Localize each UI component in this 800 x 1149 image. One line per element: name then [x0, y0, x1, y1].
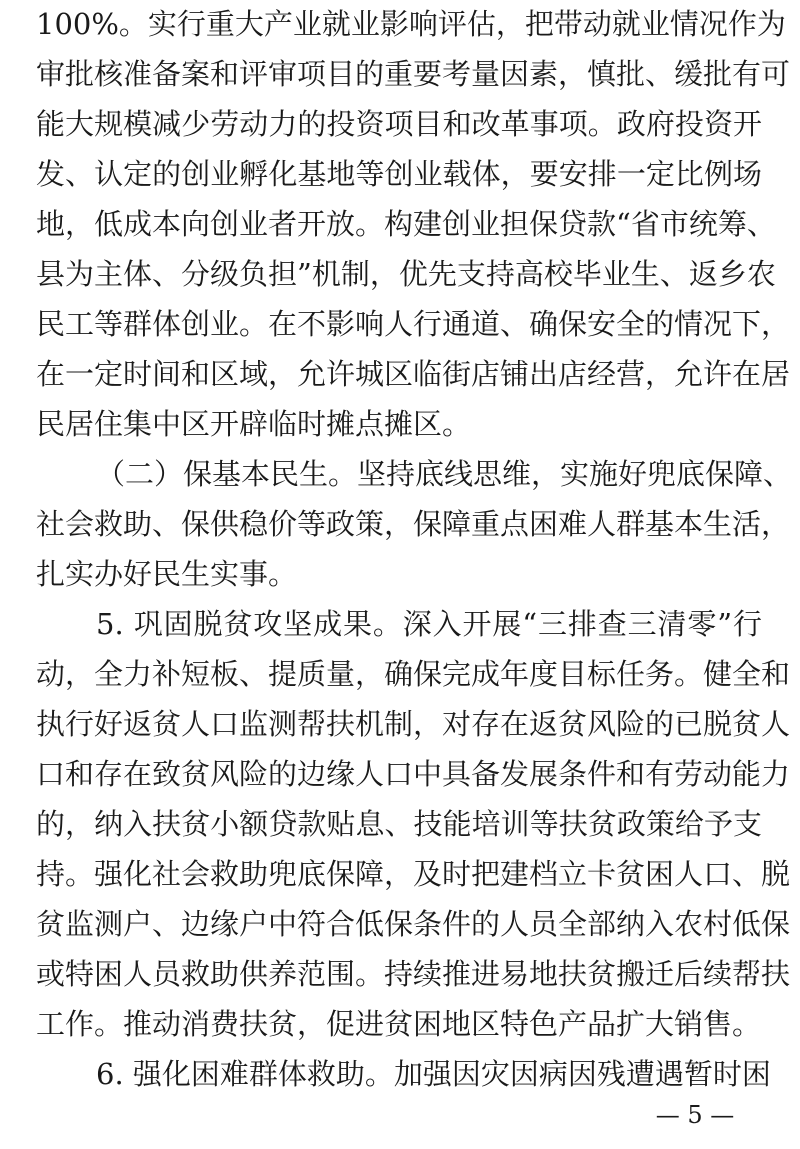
paragraph-line: 或特困人员救助供养范围。持续推进易地扶贫搬迁后续帮扶: [36, 957, 791, 991]
page-number: — 5 —: [655, 1101, 735, 1129]
paragraph-line: 100%。实行重大产业就业影响评估，把带动就业情况作为: [36, 7, 786, 41]
paragraph-line: 贫监测户、边缘户中符合低保条件的人员全部纳入农村低保: [36, 907, 791, 941]
paragraph-line: 审批核准备案和评审项目的重要考量因素，慎批、缓批有可: [36, 57, 791, 91]
paragraph-line: 动，全力补短板、提质量，确保完成年度目标任务。健全和: [36, 657, 791, 691]
item-heading-line: 5. 巩固脱贫攻坚成果。深入开展“三排查三清零”行: [96, 607, 762, 641]
paragraph-line: 县为主体、分级负担”机制，优先支持高校毕业生、返乡农: [36, 257, 776, 291]
paragraph-line: 社会救助、保供稳价等政策，保障重点困难人群基本生活，: [36, 507, 791, 541]
paragraph-line: 口和存在致贫风险的边缘人口中具备发展条件和有劳动能力: [36, 757, 791, 791]
paragraph-line: 地，低成本向创业者开放。构建创业担保贷款“省市统筹、: [36, 207, 776, 241]
paragraph-line: 执行好返贫人口监测帮扶机制，对存在返贫风险的已脱贫人: [36, 707, 791, 741]
paragraph-line: 在一定时间和区域，允许城区临街店铺出店经营，允许在居: [36, 357, 791, 391]
paragraph-line: 扎实办好民生实事。: [36, 557, 298, 591]
paragraph-line: 持。强化社会救助兜底保障，及时把建档立卡贫困人口、脱: [36, 857, 791, 891]
section-heading-line: （二）保基本民生。坚持底线思维，实施好兜底保障、: [96, 457, 793, 491]
paragraph-line: 能大规模减少劳动力的投资项目和改革事项。政府投资开: [36, 107, 762, 141]
paragraph-line: 民居住集中区开辟临时摊点摊区。: [36, 407, 472, 441]
paragraph-line: 发、认定的创业孵化基地等创业载体，要安排一定比例场: [36, 157, 762, 191]
paragraph-line: 的，纳入扶贫小额贷款贴息、技能培训等扶贫政策给予支: [36, 807, 762, 841]
paragraph-line: 工作。推动消费扶贫，促进贫困地区特色产品扩大销售。: [36, 1007, 762, 1041]
paragraph-line: 民工等群体创业。在不影响人行通道、确保安全的情况下，: [36, 307, 791, 341]
item-heading-line: 6. 强化困难群体救助。加强因灾因病因残遭遇暂时困: [96, 1057, 771, 1091]
